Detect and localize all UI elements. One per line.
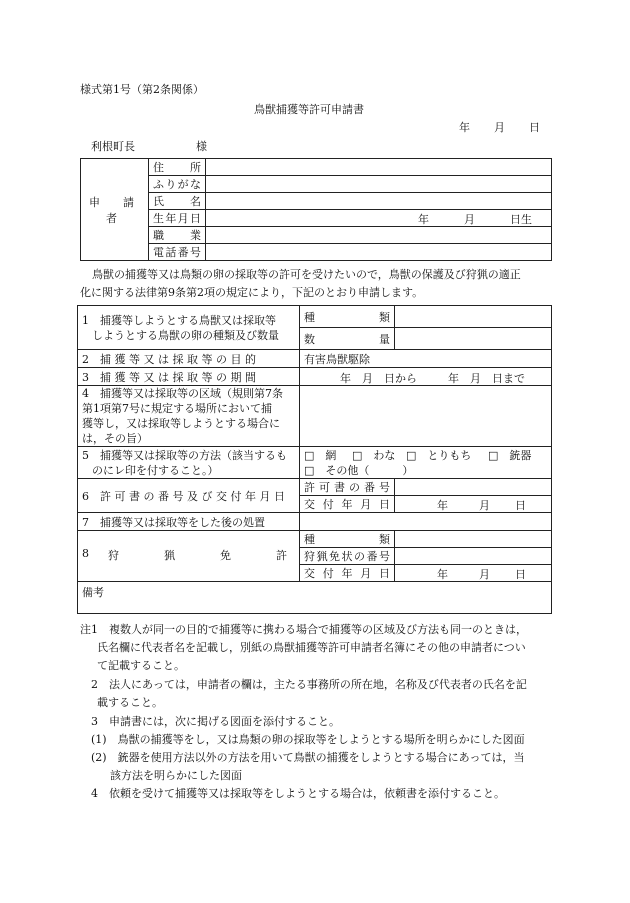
item6-label: 6 許 可 書 の 番 号 及 び 交 付 年 月 日: [78, 479, 300, 513]
permit-day: 日: [515, 499, 526, 512]
license-day: 日: [515, 568, 526, 581]
address-label: 住 所: [149, 159, 206, 176]
note-3-2-line-2: 該方法を明らかにした図面: [110, 769, 242, 782]
item3-label: 3 捕 獲 等 又 は 採 取 等 の 期 間: [78, 368, 300, 386]
item1-label: 1 捕獲等しようとする鳥獣又は採取等 しようとする鳥獣の卵の種類及び数量: [78, 306, 300, 350]
item8-char-4: 許: [276, 549, 287, 562]
permit-issue-label: 交 付 年 月 日: [300, 496, 395, 513]
permit-number-field[interactable]: [395, 479, 552, 496]
occupation-label: 職 業: [149, 227, 206, 244]
intro-line-2: 化に関する法律第9条第2項の規定により，下記のとおり申請します。: [80, 286, 424, 299]
birth-month: 月: [464, 213, 475, 226]
furigana-field[interactable]: [206, 176, 552, 193]
item8-char-1: 狩: [108, 549, 119, 562]
method-net-checkbox[interactable]: □ 網: [304, 449, 337, 462]
date-year: 年: [459, 121, 470, 134]
license-number-field[interactable]: [395, 548, 552, 565]
addressee-honorific: 様: [196, 140, 207, 153]
method-field: [300, 447, 552, 479]
address-field[interactable]: [206, 159, 552, 176]
method-other-checkbox[interactable]: □ その他（ ）: [304, 464, 414, 477]
birth-day: 日生: [510, 213, 532, 226]
birthdate-label: 生年月日: [149, 210, 206, 227]
note-3-2-line-1: (2) 銃器を使用方法以外の方法を用いて鳥獣の捕獲をしようとする場合にあっては，当: [91, 751, 525, 764]
post-capture-field[interactable]: [300, 513, 552, 531]
permit-year: 年: [437, 499, 448, 512]
purpose-value: 有害鳥獣駆除: [300, 350, 552, 368]
items-table: [77, 305, 552, 614]
license-issue-label: 交 付 年 月 日: [300, 565, 395, 582]
addressee-name: 利根町長: [91, 140, 135, 153]
applicant-label: 申 請 者: [81, 159, 149, 261]
form-number: 様式第1号（第2条関係）: [80, 83, 204, 96]
area-field[interactable]: [300, 386, 552, 447]
page-title: 鳥獣捕獲等許可申請書: [254, 103, 364, 116]
name-field[interactable]: [206, 193, 552, 210]
permit-number-label: 許 可 書 の 番 号: [300, 479, 395, 496]
item7-label: 7 捕獲等又は採取等をした後の処置: [78, 513, 300, 531]
license-year: 年: [437, 568, 448, 581]
item8-label: [78, 531, 300, 582]
license-number-label: 狩猟免状の番号: [300, 548, 395, 565]
license-type-label: 種 類: [300, 531, 395, 548]
note-1-line-2: 氏名欄に代表者名を記載し，別紙の鳥獣捕獲等許可申請者名簿にその他の申請者につい: [97, 641, 526, 654]
intro-line-1: 鳥獣の捕獲等又は鳥類の卵の採取等の許可を受けたいので，鳥獣の保護及び狩猟の適正: [92, 268, 521, 281]
note-4: 4 依頼を受けて捕獲等又は採取等をしようとする場合は，依頼書を添付すること。: [91, 787, 505, 800]
method-birdlime-checkbox[interactable]: □ とりもち: [406, 449, 472, 462]
item2-label: 2 捕 獲 等 又 は 採 取 等 の 目 的: [78, 350, 300, 368]
remarks-field[interactable]: [78, 582, 552, 614]
license-month: 月: [479, 568, 490, 581]
occupation-field[interactable]: [206, 227, 552, 244]
note-1-line-1: 注1 複数人が同一の目的で捕獲等に携わる場合で捕獲等の区域及び方法も同一のときは，: [80, 623, 527, 636]
license-type-field[interactable]: [395, 531, 552, 548]
quantity-field[interactable]: [395, 328, 552, 350]
name-label: 氏 名: [149, 193, 206, 210]
note-3-1: (1) 鳥獣の捕獲等をし，又は鳥類の卵の採取等をしようとする場所を明らかにした図面: [91, 733, 525, 746]
license-issue-field[interactable]: [395, 565, 552, 582]
birthdate-field[interactable]: [206, 210, 552, 227]
note-1-line-3: て記載すること。: [97, 659, 185, 672]
method-gun-checkbox[interactable]: □ 銃器: [488, 449, 532, 462]
date-month: 月: [494, 121, 505, 134]
applicant-table: [80, 158, 552, 261]
note-3: 3 申請書には，次に掲げる図面を添付すること。: [91, 715, 340, 728]
permit-month: 月: [479, 499, 490, 512]
phone-label: 電話番号: [149, 244, 206, 261]
birth-year: 年: [418, 213, 429, 226]
remarks-label: 備考: [82, 586, 104, 599]
species-label: 種 類: [300, 306, 395, 328]
method-trap-checkbox[interactable]: □ わな: [352, 449, 396, 462]
permit-issue-field[interactable]: [395, 496, 552, 513]
note-2-line-2: 載すること。: [97, 696, 163, 709]
species-field[interactable]: [395, 306, 552, 328]
phone-field[interactable]: [206, 244, 552, 261]
period-from: 年 月 日から: [340, 372, 417, 385]
furigana-label: ふりがな: [149, 176, 206, 193]
item8-char-3: 免: [220, 549, 231, 562]
date-day: 日: [529, 121, 540, 134]
quantity-label: 数 量: [300, 328, 395, 350]
item8-char-2: 猟: [164, 549, 175, 562]
item8-number: 8: [82, 547, 89, 560]
period-field[interactable]: [300, 368, 552, 386]
period-to: 年 月 日まで: [448, 372, 525, 385]
item4-label: 4 捕獲等又は採取等の区域（規則第7条 第1項第7号に規定する場所において捕 獲等し，又は採取等しようとする場合に は，その旨）: [78, 386, 300, 447]
note-2-line-1: 2 法人にあっては，申請者の欄は，主たる事務所の所在地，名称及び代表者の氏名を記: [91, 678, 527, 691]
item5-label: 5 捕獲等又は採取等の方法（該当するも のにレ印を付すること。）: [78, 447, 300, 479]
